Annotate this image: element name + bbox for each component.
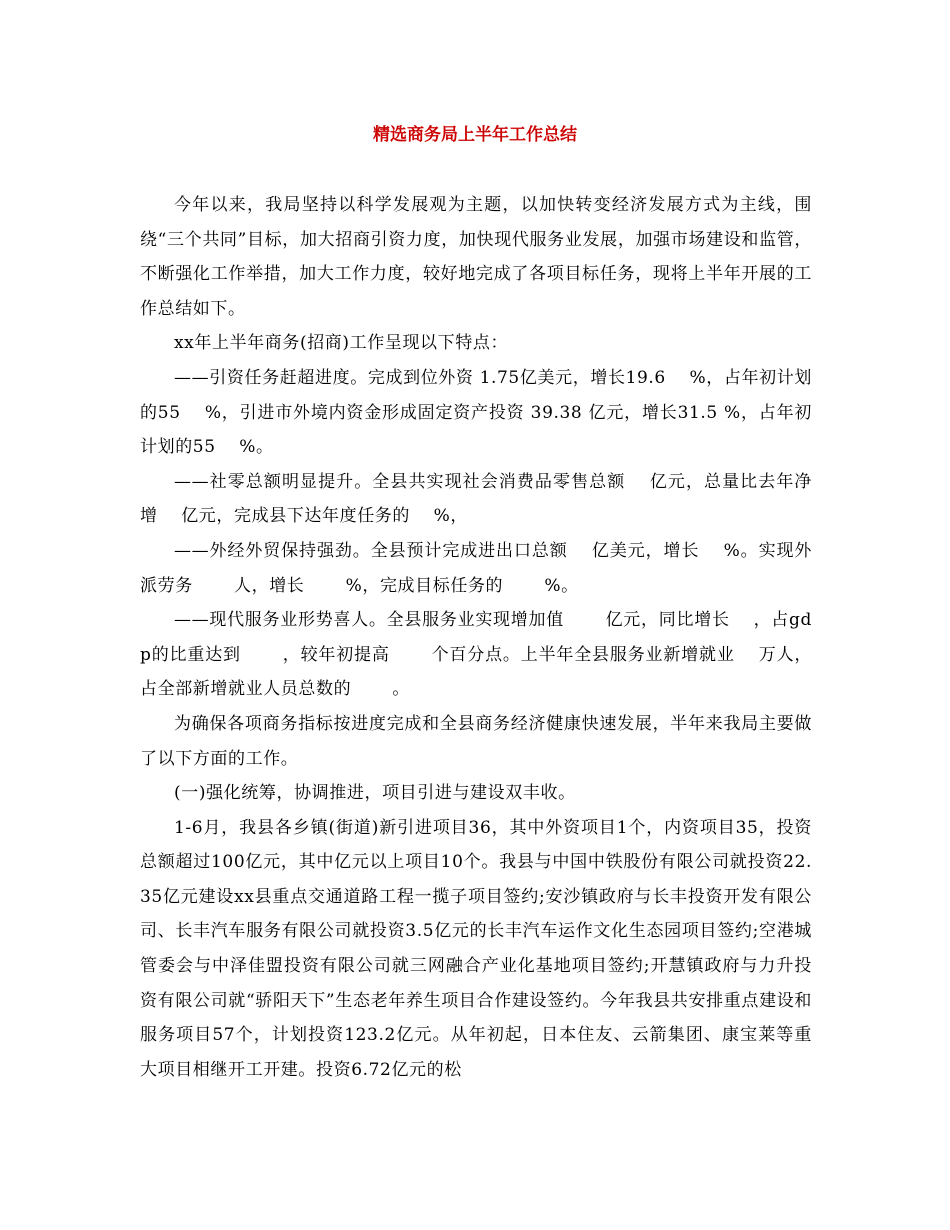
paragraph-intro: 今年以来，我局坚持以科学发展观为主题，以加快转变经济发展方式为主线，围绕“三个共同”目标，加大招商引资力度，加快现代服务业发展，加强市场建设和监管，不断强化工作举措，加大工作力度，较好地完成了各项目标任务，现将上半年开展的工作总结如下。 (140, 195, 812, 319)
paragraph-section-one-heading: (一)强化统筹，协调推进，项目引进与建设双丰收。 (174, 783, 576, 804)
paragraph-services: ——现代服务业形势喜人。全县服务业实现增加值 亿元，同比增长 ，占gdp的比重达到 ，较年初提高 个百分点。上半年全县服务业新增就业 万人，占全部新增就业人员总数的 。 (140, 610, 812, 700)
document-body (140, 188, 812, 1087)
paragraph-investment: ——引资任务赶超进度。完成到位外资 1.75亿美元，增长19.6 %，占年初计划的55 %，引进市外境内资金形成固定资产投资 39.38 亿元，增长31.5 %，占年初计划的55 %。 (140, 367, 812, 458)
paragraph-work-intro: 为确保各项商务指标按进度完成和全县商务经济健康快速发展，半年来我局主要做了以下方面的工作。 (140, 713, 812, 769)
paragraph-retail: ——社零总额明显提升。全县共实现社会消费品零售总额 亿元，总量比去年净增 亿元，完成县下达年度任务的 %， (140, 471, 812, 527)
paragraph-trade: ——外经外贸保持强劲。全县预计完成进出口总额 亿美元，增长 %。实现外派劳务 人，增长 %，完成目标任务的 %。 (140, 540, 812, 596)
document-title: 精选商务局上半年工作总结 (373, 125, 577, 145)
paragraph-projects: 1-6月，我县各乡镇(街道)新引进项目36，其中外资项目1个，内资项目35，投资总额超过100亿元，其中亿元以上项目10个。我县与中国中铁股份有限公司就投资22.35亿元建设xx县重点交通道路工程一揽子项目签约;安沙镇政府与长丰投资开发有限公司、长丰汽车服务有限公司就投资3.5亿元的长丰汽车运作文化生态园项目签约;空港城管委会与中泽佳盟投资有限公司就三网融合产业化基地项目签约;开慧镇政府与力升投资有限公司就“骄阳天下”生态老年养生项目合作建设签约。今年我县共安排重点建设和服务项目57个，计划投资123.2亿元。从年初起，日本住友、云箭集团、康宝莱等重大项目相继开工开建。投资6.72亿元的松 (140, 817, 812, 1080)
paragraph-features-heading: xx年上半年商务(招商)工作呈现以下特点： (174, 333, 509, 354)
